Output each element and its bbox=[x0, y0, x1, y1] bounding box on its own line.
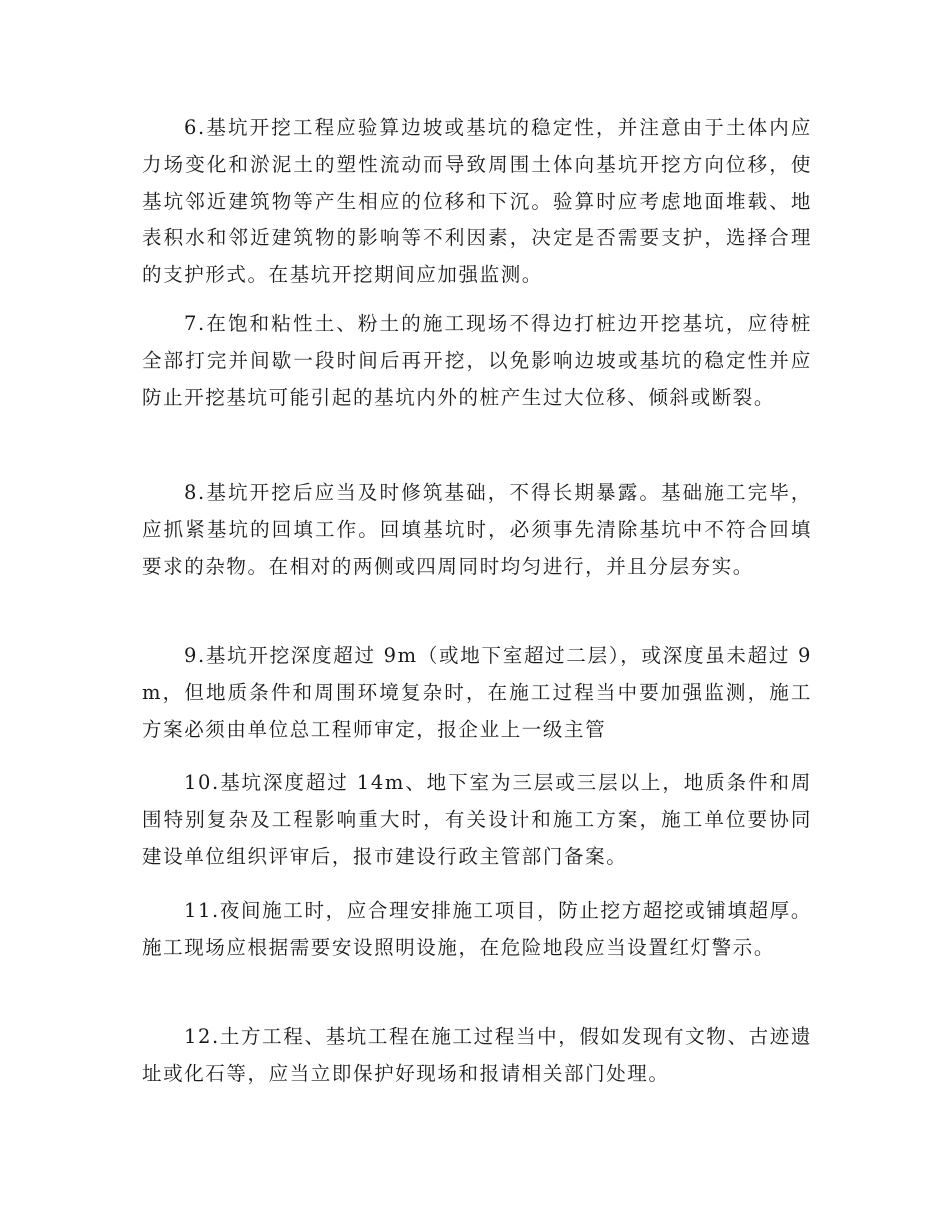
paragraph-item-6: 6.基坑开挖工程应验算边坡或基坑的稳定性，并注意由于土体内应力场变化和淤泥土的塑性流动而导致周围土体向基坑开挖方向位移，使基坑邻近建筑物等产生相应的位移和下沉。验算时应考虑地面堆载、地表积水和邻近建筑物的影响等不利因素，决定是否需要支护，选择合理的支护形式。在基坑开挖期间应加强监测。 bbox=[142, 116, 812, 287]
paragraph-item-11: 11.夜间施工时，应合理安排施工项目，防止挖方超挖或铺填超厚。施工现场应根据需要安设照明设施，在危险地段应当设置红灯警示。 bbox=[142, 899, 812, 959]
paragraph-item-8: 8.基坑开挖后应当及时修筑基础，不得长期暴露。基础施工完毕，应抓紧基坑的回填工作。回填基坑时，必须事先清除基坑中不符合回填要求的杂物。在相对的两侧或四周同时均匀进行，并且分层夯实。 bbox=[142, 481, 812, 578]
paragraph-item-10: 10.基坑深度超过 14m、地下室为三层或三层以上，地质条件和周围特别复杂及工程影响重大时，有关设计和施工方案，施工单位要协同建设单位组织评审后，报市建设行政主管部门备案。 bbox=[142, 771, 812, 868]
paragraph-item-12: 12.土方工程、基坑工程在施工过程当中，假如发现有文物、古迹遗址或化石等，应当立即保护好现场和报请相关部门处理。 bbox=[142, 1025, 812, 1085]
paragraph-item-9: 9.基坑开挖深度超过 9m（或地下室超过二层），或深度虽未超过 9m，但地质条件和周围环境复杂时，在施工过程当中要加强监测，施工方案必须由单位总工程师审定，报企业上一级主管 bbox=[142, 644, 812, 741]
paragraph-item-7: 7.在饱和粘性土、粉土的施工现场不得边打桩边开挖基坑，应待桩全部打完并间歇一段时间后再开挖，以免影响边坡或基坑的稳定性并应防止开挖基坑可能引起的基坑内外的桩产生过大位移、倾斜或断裂。 bbox=[142, 312, 812, 409]
